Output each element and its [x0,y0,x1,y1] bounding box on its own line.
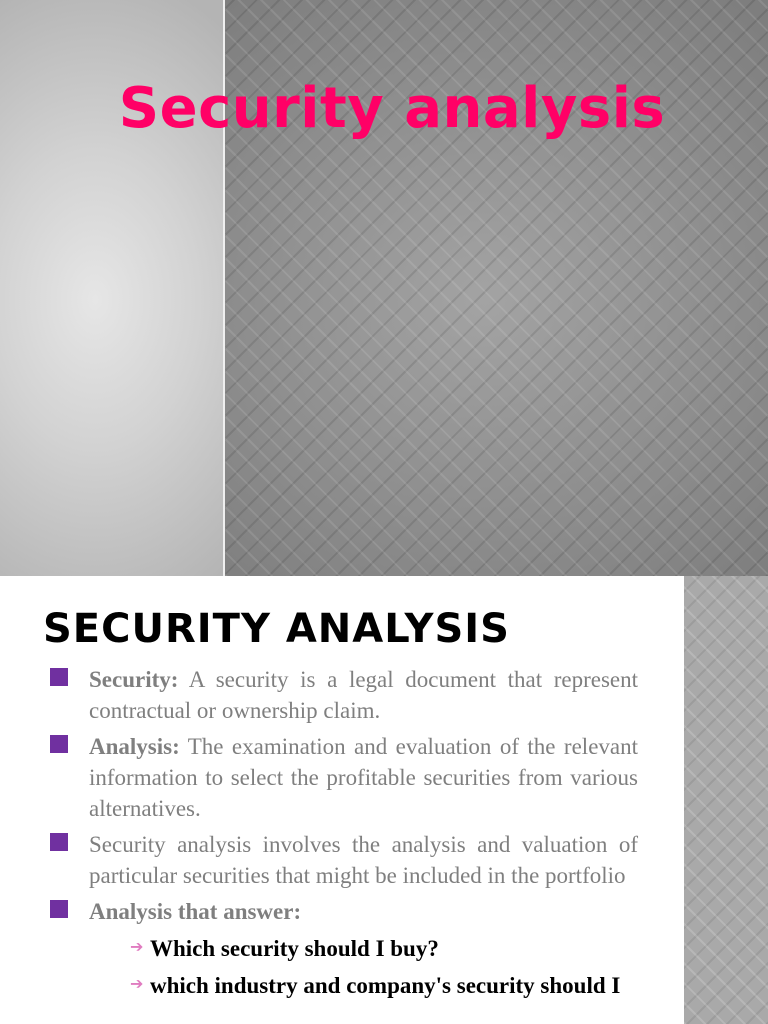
bullet-body: Security analysis involves the analysis and valuation of particular securities that might be included in the portfolio [89,832,638,888]
slide-title: Security analysis [118,76,666,141]
bullet-label: Analysis that answer: [89,899,302,924]
content-slide [0,576,768,1024]
pattern-side-strip [684,576,768,1024]
sub-bullet [89,970,638,1001]
list-item [48,829,638,891]
bullet-text [89,829,638,891]
bullet-body: A security is a legal document that represent contractual or ownership claim. [89,667,638,723]
list-item [48,896,638,1001]
bullet-label: Security: [89,667,179,692]
bullet-list [48,664,638,1006]
square-bullet-icon [50,833,68,851]
list-item [48,731,638,824]
bullet-body: The examination and evaluation of the relevant information to select the profitable securities from various alternatives. [89,734,638,821]
square-bullet-icon [50,900,68,918]
list-item [48,664,638,726]
bullet-text [89,896,638,927]
bullet-label: Analysis: [89,734,180,759]
arrow-right-icon: ➔ [130,974,144,993]
slide-heading: SECURITY ANALYSIS [43,606,510,652]
sub-bullet [89,933,638,964]
square-bullet-icon [50,668,68,686]
sub-bullet-text: Which security should I buy? [150,936,439,961]
arrow-right-icon: ➔ [130,937,144,956]
sub-bullet-text: which industry and company's security should I [150,973,621,998]
square-bullet-icon [50,735,68,753]
bullet-text [89,664,638,726]
bullet-text [89,731,638,824]
